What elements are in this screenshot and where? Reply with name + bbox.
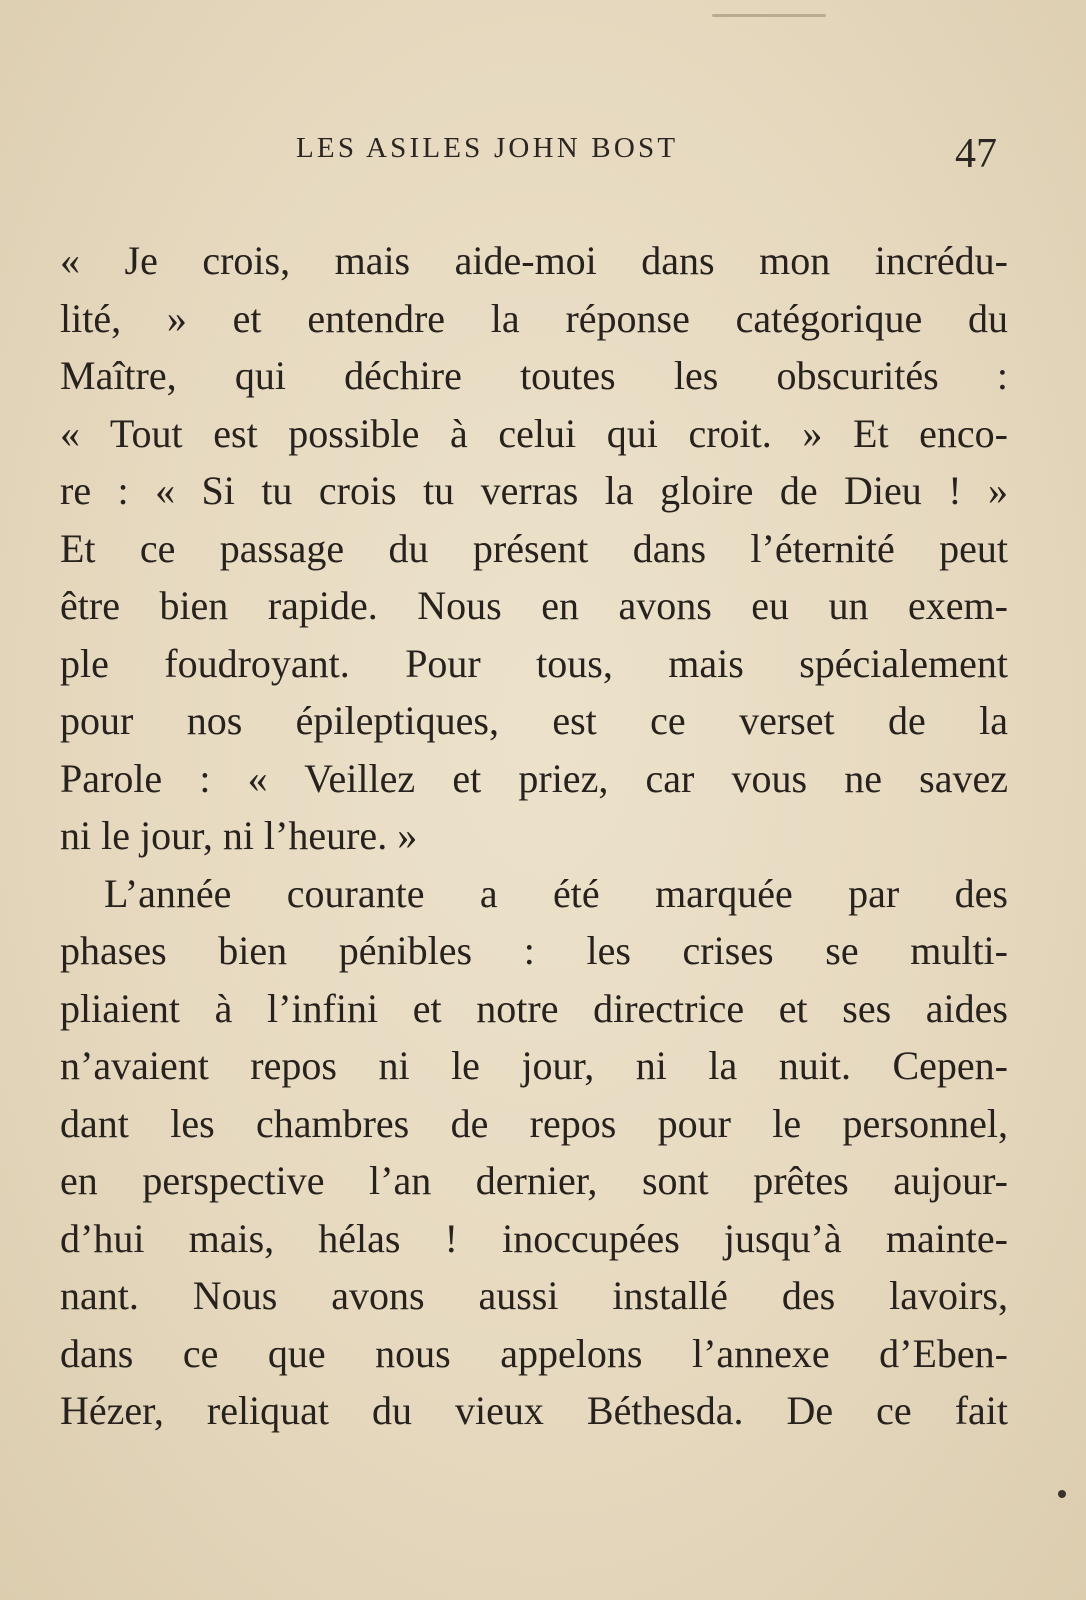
ink-speck [1058, 1490, 1066, 1498]
text-line: pour nos épileptiques, est ce verset de la [60, 698, 1008, 743]
text-line: dans ce que nous appelons l’annexe d’Eben- [60, 1330, 1008, 1376]
text-line: Parole : « Veillez et priez, car vous ne savez [60, 755, 1008, 801]
text-line: dant les chambres de repos pour le personnel, [60, 1100, 1008, 1146]
text-line: Et ce passage du présent dans l’éternité peut [60, 525, 1008, 571]
text-line: Hézer, reliquat du vieux Béthesda. De ce fait [60, 1388, 1008, 1433]
text-line: pliaient à l’infini et notre directrice et ses aides [60, 985, 1008, 1031]
text-line: lité, » et entendre la réponse catégorique du [60, 295, 1008, 341]
text-line: « Je crois, mais aide-moi dans mon incrédu- [60, 238, 1008, 283]
body-text [60, 232, 1008, 1440]
text-line: n’avaient repos ni le jour, ni la nuit. Cepen- [60, 1043, 1008, 1088]
text-line: ni le jour, ni l’heure. » [60, 813, 418, 858]
text-line: en perspective l’an dernier, sont prêtes aujour- [60, 1158, 1008, 1203]
top-edge-mark [712, 14, 826, 17]
text-line: « Tout est possible à celui qui croit. » Et enco- [60, 410, 1008, 456]
paragraph-2 [60, 865, 1008, 1440]
text-line: ple foudroyant. Pour tous, mais spécialement [60, 640, 1008, 686]
text-line: Maître, qui déchire toutes les obscurités : [60, 353, 1008, 398]
text-line: être bien rapide. Nous en avons eu un exem- [60, 583, 1008, 628]
paragraph-1 [60, 232, 1008, 865]
text-line: d’hui mais, hélas ! inoccupées jusqu’à mainte- [60, 1215, 1008, 1261]
page-number: 47 [955, 131, 997, 177]
text-line: phases bien pénibles : les crises se multi- [60, 928, 1008, 973]
text-line: nant. Nous avons aussi installé des lavoirs, [60, 1273, 1008, 1318]
text-line: L’année courante a été marquée par des [104, 870, 1008, 916]
text-line: re : « Si tu crois tu verras la gloire de Dieu ! » [60, 468, 1008, 513]
running-title: LES ASILES JOHN BOST [296, 132, 679, 164]
